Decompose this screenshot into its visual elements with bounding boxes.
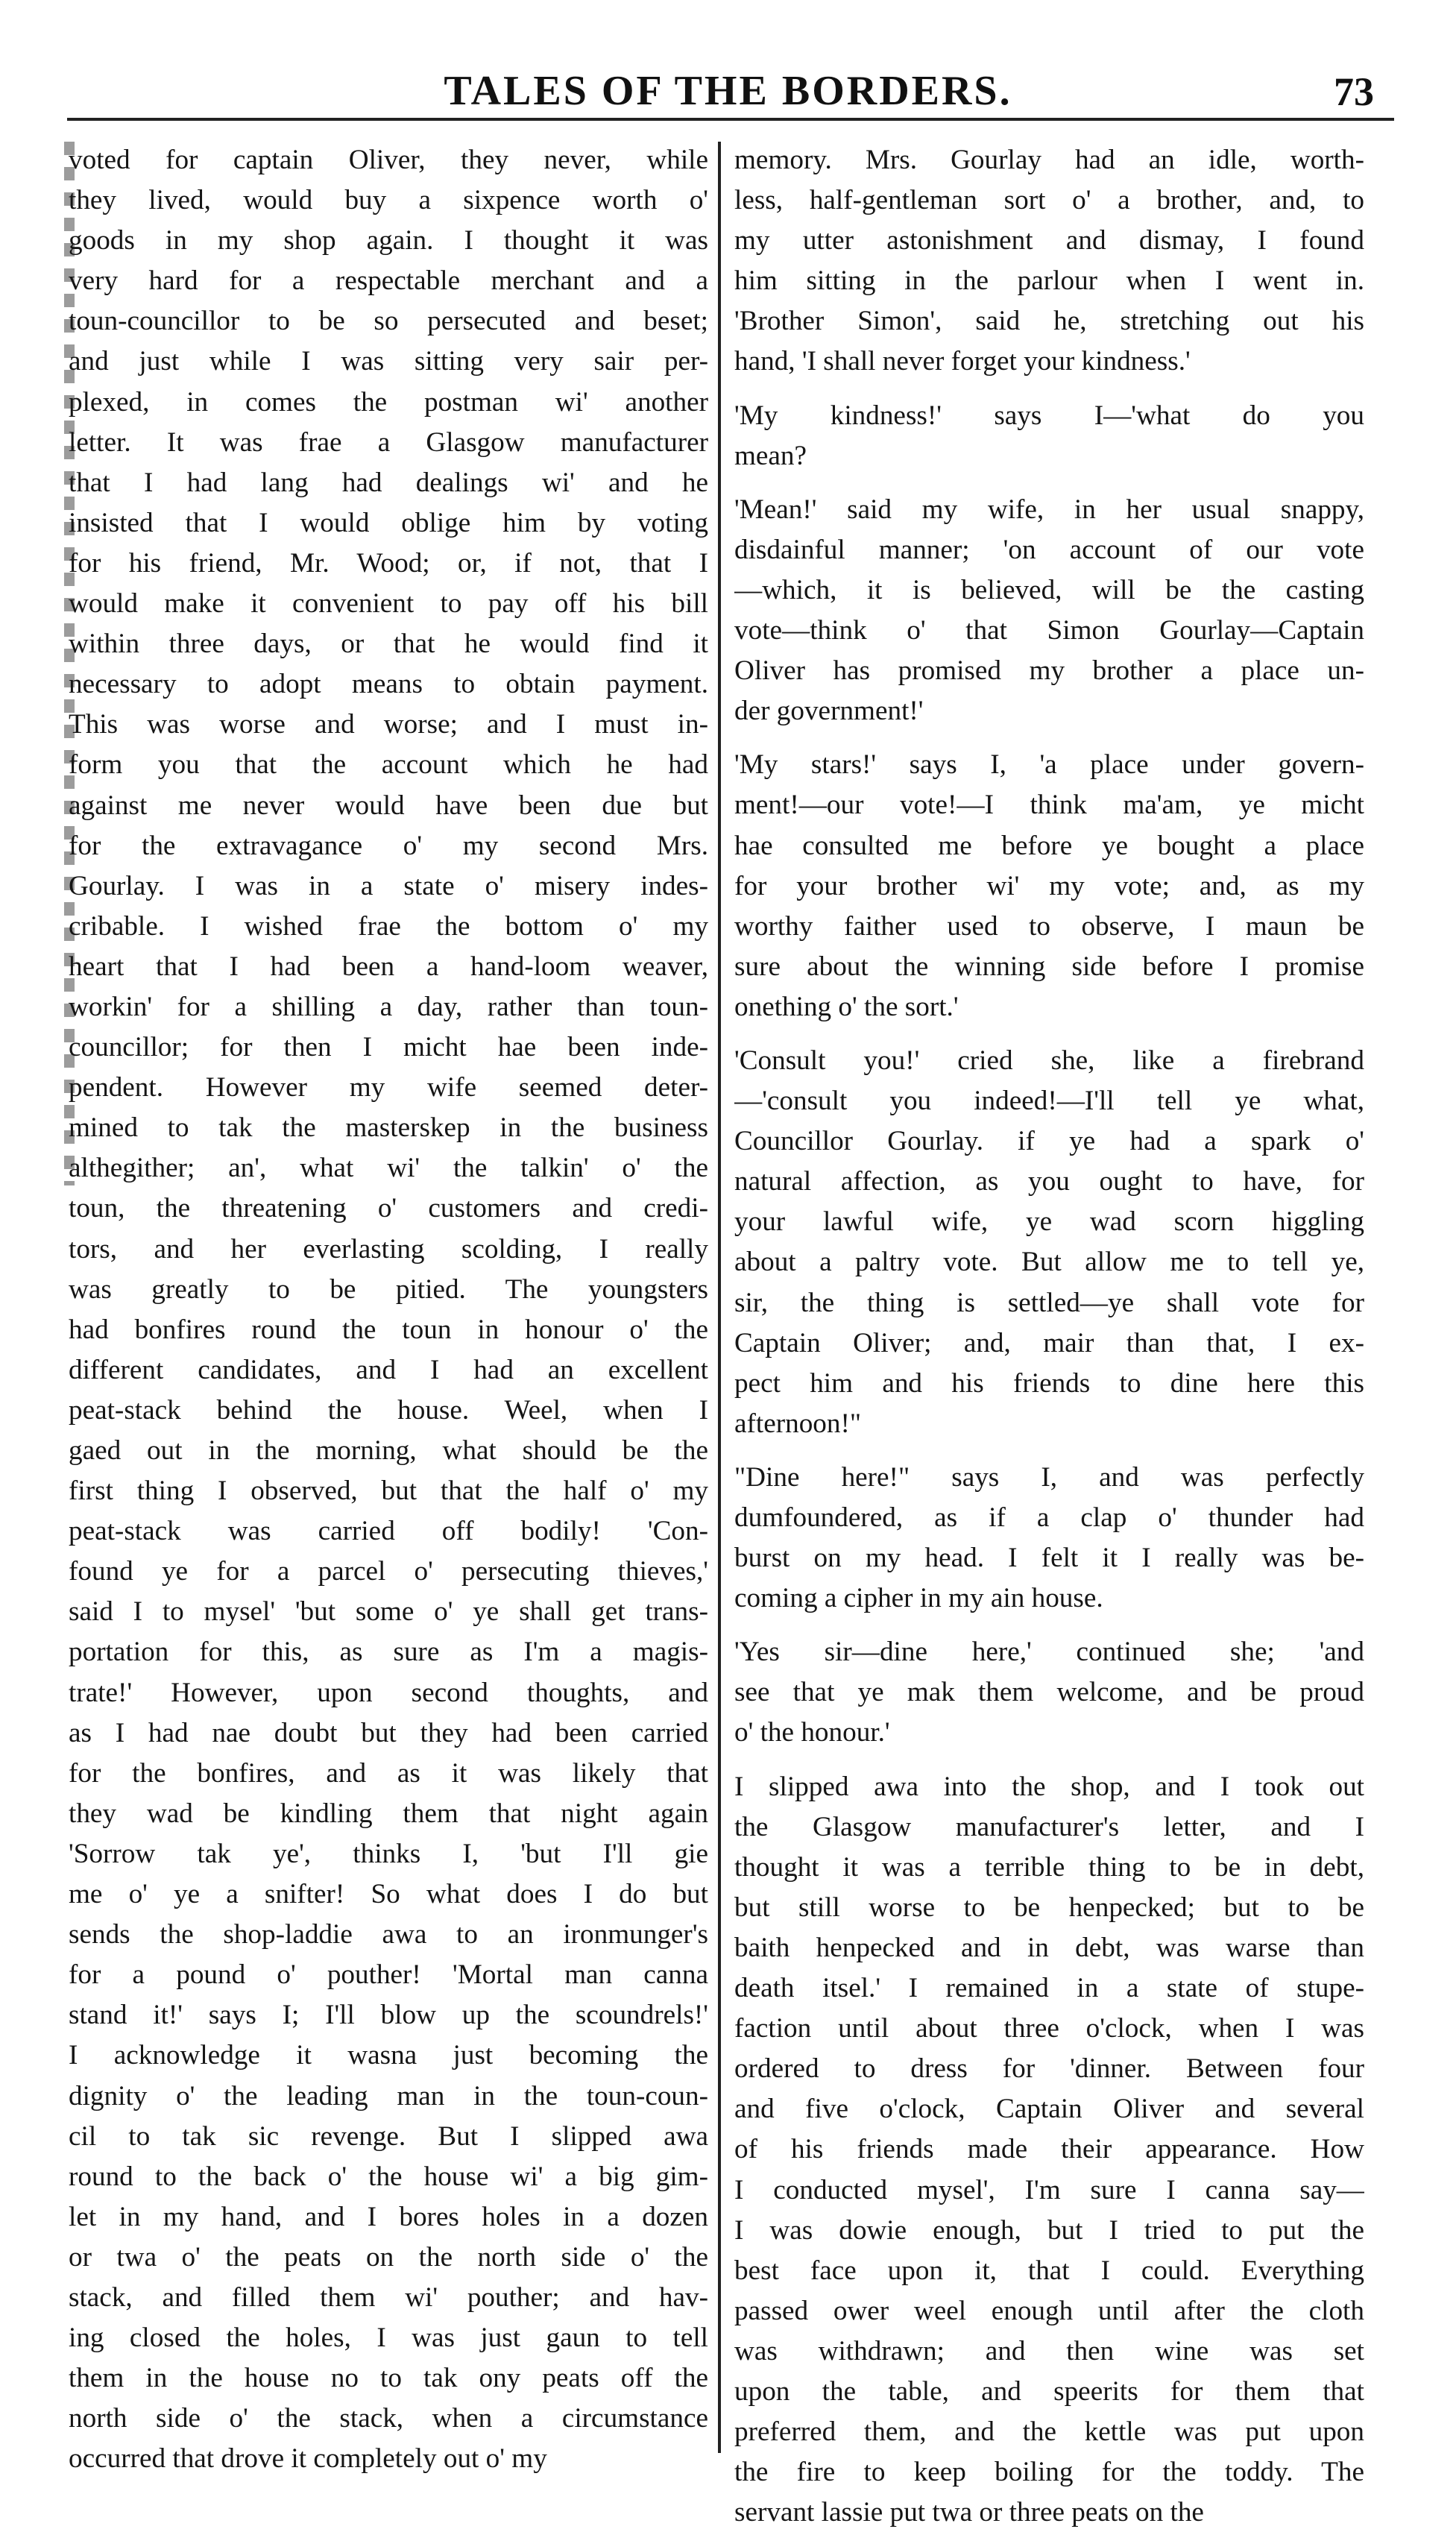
text-line: hand, 'I shall never forget your kindness.' [734, 346, 1191, 377]
text-line: that I had lang had dealings wi' and he [69, 467, 708, 498]
text-line: would make it convenient to pay off his bill [69, 588, 708, 620]
text-line: "Dine here!" says I, and was perfectly [734, 1461, 1364, 1493]
right-column [734, 140, 1364, 2533]
text-line: about a paltry vote. But allow me to tell ye, [734, 1247, 1364, 1278]
paragraph-gap [734, 1444, 1364, 1458]
text-line: sends the shop-laddie awa to an ironmunger's [69, 1919, 708, 1950]
text-line: your lawful wife, ye wad scorn higgling [734, 1206, 1364, 1238]
text-line: hae consulted me before ye bought a place [734, 830, 1364, 861]
text-line: worthy faither used to observe, I maun be [734, 910, 1364, 942]
text-line: found ye for a parcel o' persecuting thieves,' [69, 1556, 708, 1587]
text-line: burst on my head. I felt it I really was be- [734, 1543, 1364, 1574]
page-number: 73 [1334, 69, 1374, 114]
text-line: goods in my shop again. I thought it was [69, 225, 708, 256]
paragraph-gap [734, 731, 1364, 745]
text-line: very hard for a respectable merchant and a [69, 265, 708, 297]
paragraph-gap [734, 1754, 1364, 1767]
text-line: north side o' the stack, when a circumstance [69, 2403, 708, 2434]
text-line: I slipped awa into the shop, and I took out [734, 1771, 1364, 1802]
text-line: him sitting in the parlour when I went in. [734, 265, 1364, 297]
text-line: trate!' However, upon second thoughts, and [69, 1677, 708, 1708]
text-line: they wad be kindling them that night again [69, 1798, 708, 1829]
text-line: necessary to adopt means to obtain payment. [69, 669, 708, 700]
running-title: TALES OF THE BORDERS. [444, 68, 1012, 114]
text-line: against me never would have been due but [69, 790, 708, 821]
text-line: memory. Mrs. Gourlay had an idle, worth- [734, 145, 1364, 175]
paragraph [734, 490, 1364, 732]
text-line: less, half-gentleman sort o' a brother, and, to [734, 185, 1364, 216]
paragraph [734, 1041, 1364, 1444]
text-line: different candidates, and I had an excellent [69, 1354, 708, 1385]
text-line: but still worse to be henpecked; but to be [734, 1892, 1364, 1923]
text-line: 'My kindness!' says I—'what do you [734, 400, 1364, 431]
text-line: sure about the winning side before I promise [734, 951, 1364, 982]
text-line: ing closed the holes, I was just gaun to tell [69, 2323, 708, 2354]
text-line: for his friend, Mr. Wood; or, if not, that I [69, 547, 708, 579]
text-line: Gourlay. I was in a state o' misery indes- [69, 870, 708, 901]
text-line: the fire to keep boiling for the toddy. The [734, 2457, 1364, 2488]
text-line: toun-councillor to be so persecuted and beset; [69, 306, 708, 337]
paragraph [734, 396, 1364, 476]
paragraph [734, 1632, 1364, 1753]
text-line: —'consult you indeed!—I'll tell ye what, [734, 1086, 1364, 1117]
text-line: preferred them, and the kettle was put upon [734, 2416, 1364, 2448]
text-line: baith henpecked and in debt, was warse than [734, 1932, 1364, 1963]
text-line: had bonfires round the toun in honour o' the [69, 1314, 708, 1345]
text-line: I acknowledge it wasna just becoming the [69, 2040, 708, 2071]
text-line: mined to tak the masterskep in the business [69, 1112, 708, 1144]
text-line: althegither; an', what wi' the talkin' o' the [69, 1153, 708, 1184]
paragraph [734, 745, 1364, 1027]
text-line: I conducted mysel', I'm sure I canna say— [734, 2174, 1364, 2205]
text-line: round to the back o' the house wi' a big gim- [69, 2161, 708, 2192]
text-line: let in my hand, and I bores holes in a dozen [69, 2201, 708, 2232]
paragraph-gap [734, 1619, 1364, 1632]
text-line: portation for this, as sure as I'm a magis- [69, 1637, 708, 1668]
text-line: 'Sorrow tak ye', thinks I, 'but I'll gie [69, 1838, 708, 1869]
text-line: upon the table, and speerits for them that [734, 2375, 1364, 2407]
text-line: occurred that drove it completely out o' my [69, 2443, 547, 2475]
text-line: dignity o' the leading man in the toun-coun- [69, 2080, 708, 2112]
text-line: mean? [734, 440, 807, 471]
text-line: toun, the threatening o' customers and credi- [69, 1193, 708, 1224]
text-line: was greatly to be pitied. The youngsters [69, 1273, 708, 1305]
text-line: pect him and his friends to dine here this [734, 1367, 1364, 1399]
text-line: der government!' [734, 696, 924, 727]
text-line: for the bonfires, and as it was likely that [69, 1757, 708, 1789]
text-line: thought it was a terrible thing to be in debt, [734, 1851, 1364, 1883]
text-line: dumfoundered, as if a clap o' thunder had [734, 1502, 1364, 1533]
text-line: onething o' the sort.' [734, 991, 959, 1022]
text-line: for your brother wi' my vote; and, as my [734, 870, 1364, 901]
paragraph [734, 1767, 1364, 2534]
text-line: pendent. However my wife seemed deter- [69, 1072, 708, 1103]
text-line: 'My stars!' says I, 'a place under govern- [734, 749, 1364, 781]
text-line: 'Mean!' said my wife, in her usual snappy, [734, 494, 1364, 525]
text-line: Captain Oliver; and, mair than that, I ex- [734, 1327, 1364, 1358]
header-rule [67, 118, 1394, 121]
text-line: as I had nae doubt but they had been carried [69, 1717, 708, 1748]
text-line: the Glasgow manufacturer's letter, and I [734, 1811, 1364, 1842]
text-line: tors, and her everlasting scolding, I really [69, 1233, 708, 1265]
text-line: best face upon it, that I could. Everything [734, 2255, 1364, 2286]
text-line: peat-stack behind the house. Weel, when I [69, 1394, 708, 1426]
text-line: servant lassie put twa or three peats on the [734, 2497, 1204, 2528]
text-line: This was worse and worse; and I must in- [69, 709, 708, 740]
text-line: voted for captain Oliver, they never, while [69, 145, 708, 175]
text-line: of his friends made their appearance. How [734, 2134, 1364, 2165]
text-line: ment!—our vote!—I think ma'am, ye micht [734, 790, 1364, 821]
text-line: me o' ye a snifter! So what does I do but [69, 1879, 708, 1910]
text-line: peat-stack was carried off bodily! 'Con- [69, 1516, 708, 1547]
text-line: 'Brother Simon', said he, stretching out his [734, 306, 1364, 337]
text-line: cribable. I wished frae the bottom o' my [69, 910, 708, 942]
text-line: see that ye mak them welcome, and be proud [734, 1677, 1364, 1708]
text-line: and five o'clock, Captain Oliver and several [734, 2094, 1364, 2125]
text-line: 'Yes sir—dine here,' continued she; 'and [734, 1637, 1364, 1668]
text-line: insisted that I would oblige him by voting [69, 507, 708, 538]
text-line: plexed, in comes the postman wi' another [69, 386, 708, 418]
text-line: said I to mysel' 'but some o' ye shall get trans- [69, 1596, 708, 1628]
text-line: was withdrawn; and then wine was set [734, 2335, 1364, 2366]
text-line: within three days, or that he would find it [69, 629, 708, 660]
text-line: ordered to dress for 'dinner. Between four [734, 2053, 1364, 2085]
page-header [0, 52, 1456, 119]
text-line: for a pound o' pouther! 'Mortal man canna [69, 1959, 708, 1991]
text-line: councillor; for then I micht hae been inde- [69, 1032, 708, 1063]
text-line: heart that I had been a hand-loom weaver, [69, 951, 708, 982]
text-line: they lived, would buy a sixpence worth o' [69, 185, 708, 216]
text-line: vote—think o' that Simon Gourlay—Captain [734, 615, 1364, 646]
paragraph-gap [734, 382, 1364, 396]
text-line: sir, the thing is settled—ye shall vote for [734, 1287, 1364, 1318]
paragraph [734, 140, 1364, 382]
text-line: gaed out in the morning, what should be the [69, 1435, 708, 1466]
text-line: form you that the account which he had [69, 749, 708, 781]
text-line: my utter astonishment and dismay, I found [734, 225, 1364, 256]
text-line: coming a cipher in my ain house. [734, 1583, 1103, 1614]
text-line: o' the honour.' [734, 1717, 890, 1748]
text-line: Oliver has promised my brother a place un- [734, 655, 1364, 687]
paragraph [734, 1458, 1364, 1619]
text-line: 'Consult you!' cried she, like a firebrand [734, 1045, 1364, 1076]
paragraph-gap [734, 1027, 1364, 1041]
text-line: first thing I observed, but that the half o' my [69, 1476, 708, 1507]
text-line: death itsel.' I remained in a state of stupe- [734, 1973, 1364, 2004]
paragraph-gap [734, 476, 1364, 490]
text-line: stand it!' says I; I'll blow up the scoundrels!' [69, 2000, 708, 2031]
column-divider [718, 142, 721, 2453]
text-line: —which, it is believed, will be the casting [734, 574, 1364, 605]
text-line: stack, and filled them wi' pouther; and hav- [69, 2282, 708, 2313]
text-line: for the extravagance o' my second Mrs. [69, 830, 708, 861]
text-line: and just while I was sitting very sair per- [69, 346, 708, 377]
text-line: letter. It was frae a Glasgow manufacturer [69, 426, 708, 458]
text-line: Councillor Gourlay. if ye had a spark o' [734, 1126, 1364, 1157]
text-line: cil to tak sic revenge. But I slipped awa [69, 2120, 708, 2152]
text-line: or twa o' the peats on the north side o' the [69, 2241, 708, 2273]
text-line: workin' for a shilling a day, rather than toun- [69, 991, 708, 1022]
text-line: I was dowie enough, but I tried to put the [734, 2214, 1364, 2246]
left-column [69, 140, 708, 2479]
text-line: natural affection, as you ought to have, for [734, 1166, 1364, 1197]
text-line: faction until about three o'clock, when I was [734, 2013, 1364, 2044]
text-line: them in the house no to tak ony peats off the [69, 2363, 708, 2394]
text-line: afternoon!" [734, 1408, 862, 1439]
text-line: disdainful manner; 'on account of our vote [734, 534, 1364, 565]
text-line: passed ower weel enough until after the cloth [734, 2295, 1364, 2326]
